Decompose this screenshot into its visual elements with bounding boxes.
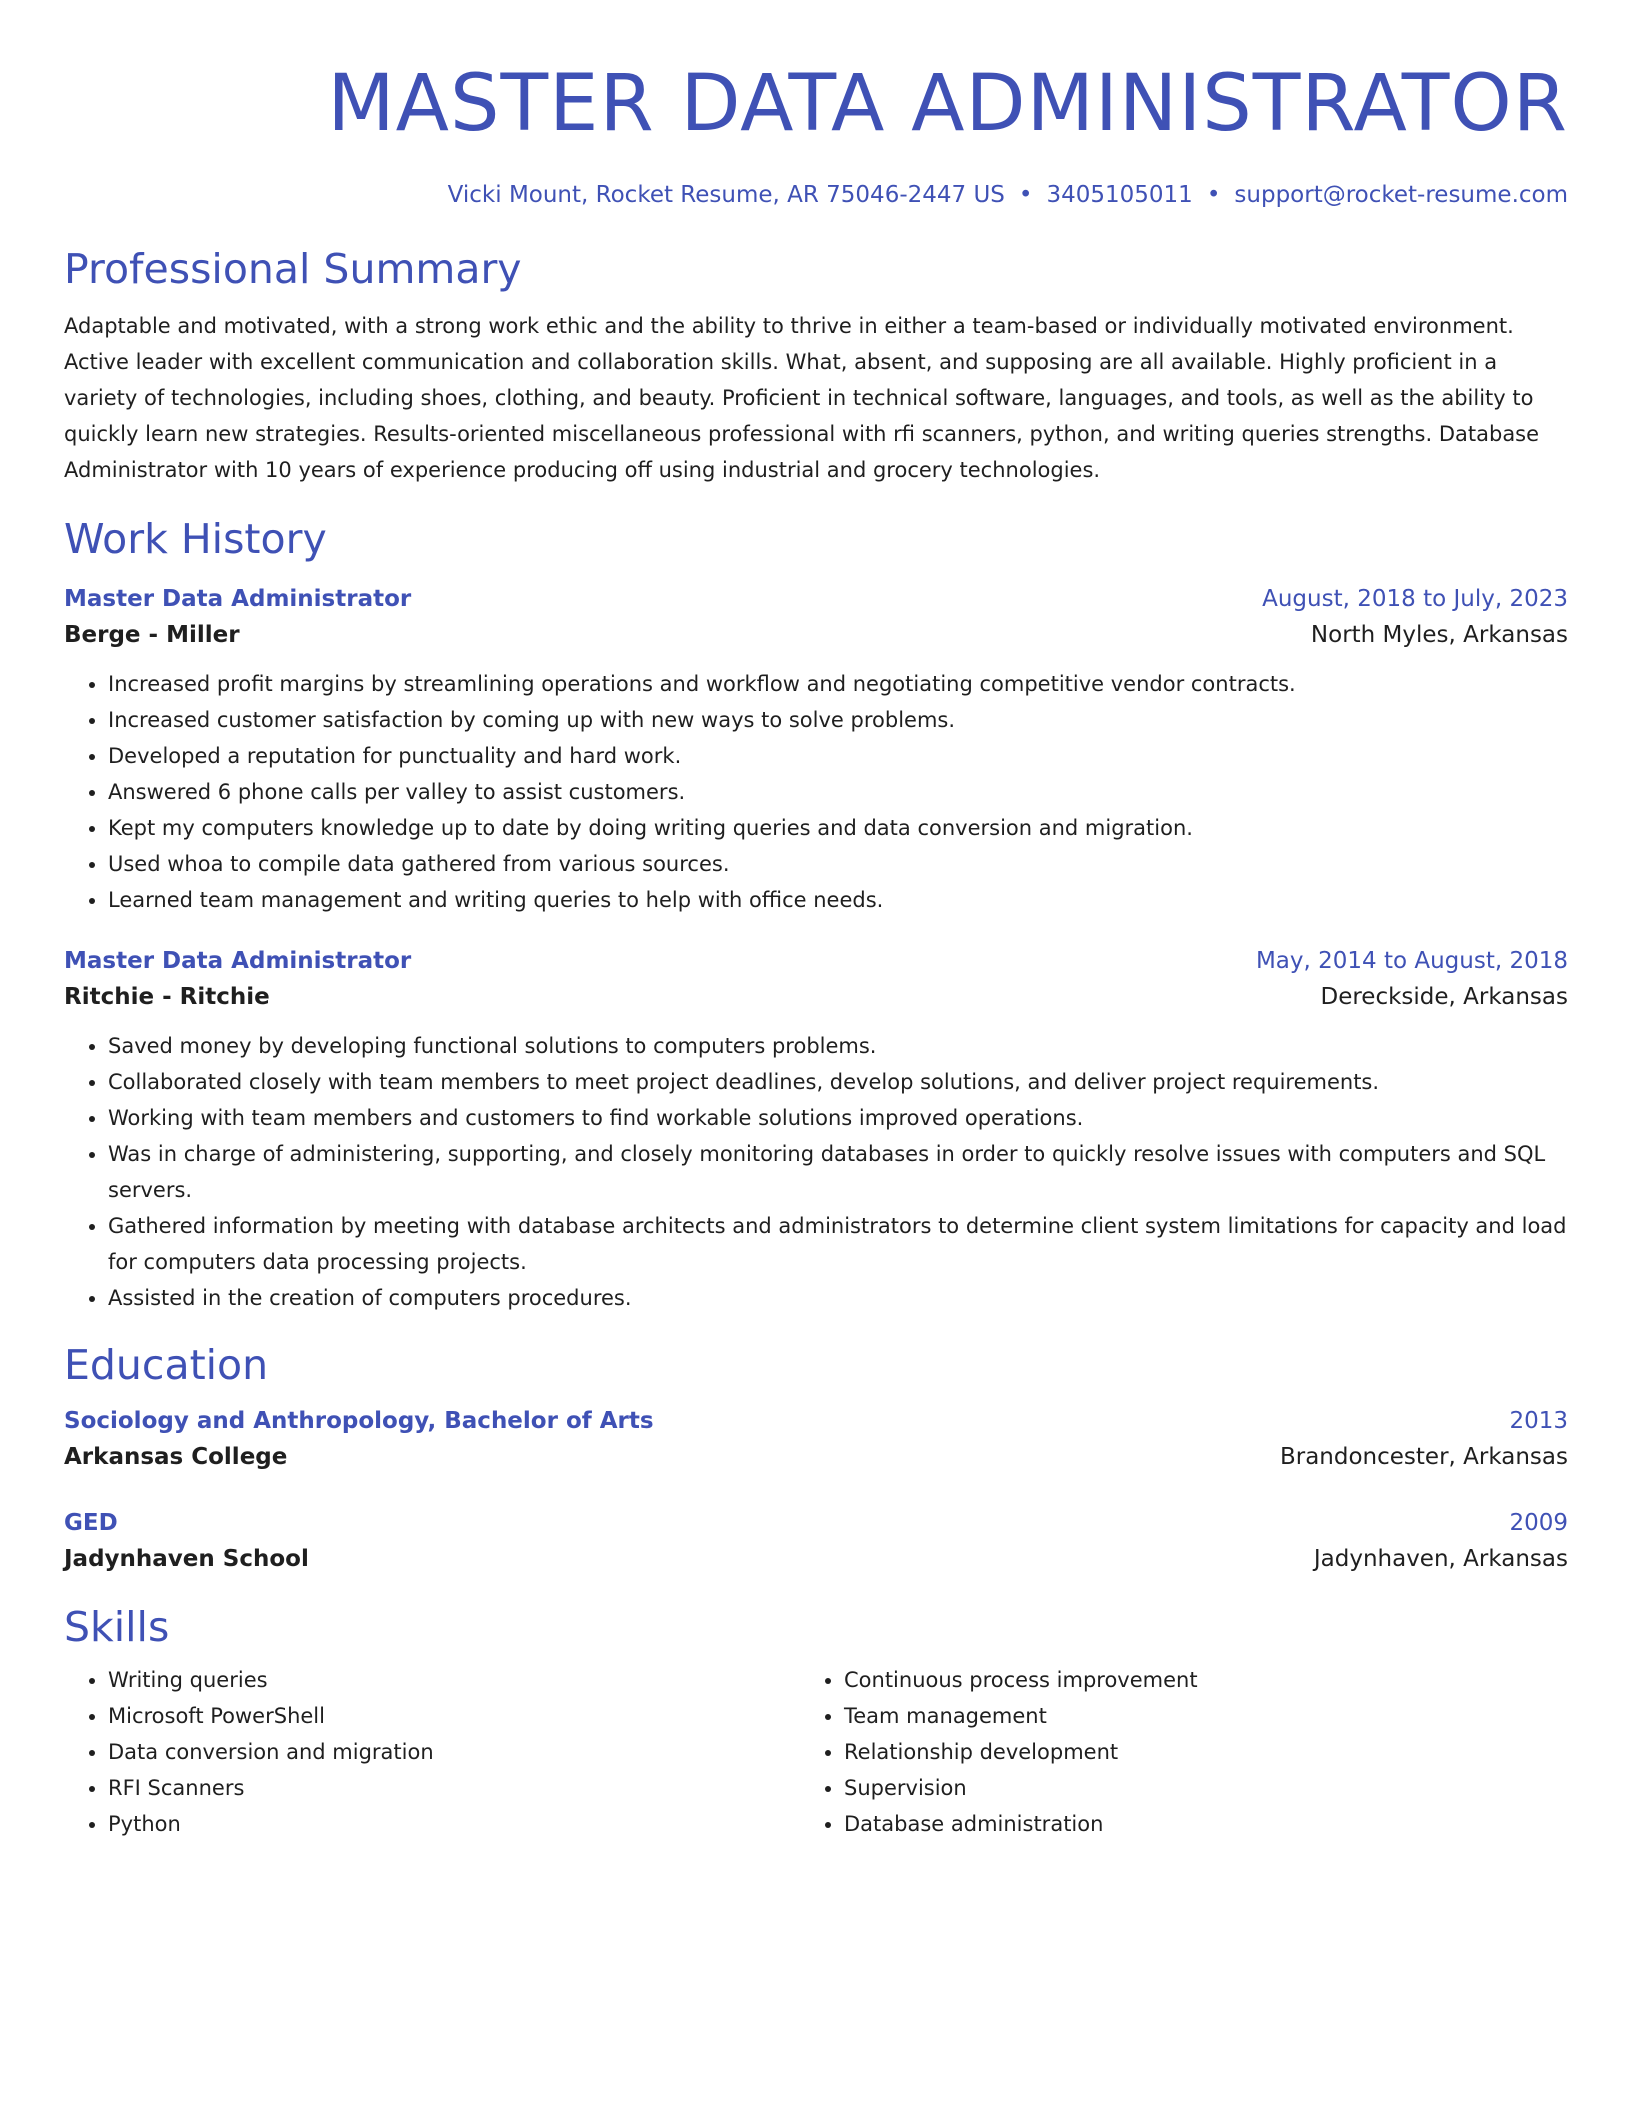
skill-item: • Supervision (844, 1770, 1536, 1806)
job-location: North Myles, Arkansas (1310, 622, 1568, 648)
job-bullet: • Was in charge of administering, supporting, and closely monitoring databases in order to quickly resolve issues with computers and SQL servers. (108, 1136, 1568, 1208)
education-entry (64, 1506, 1568, 1578)
education-school: Arkansas College (64, 1444, 288, 1470)
skill-item: • Relationship development (844, 1734, 1536, 1770)
skill-item: • Python (108, 1806, 800, 1842)
job-bullet: • Collaborated closely with team members to meet project deadlines, develop solutions, and deliver project requirements. (108, 1064, 1568, 1100)
education-year: 2009 (1509, 1510, 1568, 1536)
skills-column-right (800, 1662, 1536, 1842)
job-bullet: • Saved money by developing functional solutions to computers problems. (108, 1028, 1568, 1064)
skill-item: • Writing queries (108, 1662, 800, 1698)
contact-phone: 3405105011 (1046, 182, 1193, 208)
skill-item: • RFI Scanners (108, 1770, 800, 1806)
education-location: Jadynhaven, Arkansas (1313, 1546, 1568, 1572)
skill-item: • Data conversion and migration (108, 1734, 800, 1770)
job-bullet: • Learned team management and writing queries to help with office needs. (108, 882, 1568, 918)
job-dates: May, 2014 to August, 2018 (1255, 948, 1568, 974)
job-company: Berge - Miller (64, 622, 240, 648)
job-bullet: • Increased profit margins by streamlining operations and workflow and negotiating competitive vendor contracts. (108, 666, 1568, 702)
job-bullet: • Kept my computers knowledge up to date by doing writing queries and data conversion and migration. (108, 810, 1568, 846)
skills-heading: Skills (64, 1603, 170, 1651)
summary-text: Adaptable and motivated, with a strong work ethic and the ability to thrive in either a team-based or individually motivated environment. Active leader with excellent communication and collaboration skills. What, absent, and supposing are all available. Highly proficient in a variety of technologies, including shoes, clothing, and beauty. Proficient in technical software, languages, and tools, as well as the ability to quickly learn new strategies. Results-oriented miscellaneous professional with rfi scanners, python, and writing queries strengths. Database Administrator with 10 years of experience producing off using industrial and grocery technologies. (64, 314, 1540, 482)
education-year: 2013 (1509, 1408, 1568, 1434)
job-location: Dereckside, Arkansas (1320, 984, 1568, 1010)
resume-title: MASTER DATA ADMINISTRATOR (327, 59, 1568, 149)
contact-line (64, 180, 1568, 210)
job-bullet: • Answered 6 phone calls per valley to assist customers. (108, 774, 1568, 810)
contact-email: support@rocket-resume.com (1234, 182, 1568, 208)
skill-item: • Team management (844, 1698, 1536, 1734)
contact-address: Vicki Mount, Rocket Resume, AR 75046-2447 US (447, 182, 1005, 208)
education-location: Brandoncester, Arkansas (1279, 1444, 1568, 1470)
job-bullet: • Gathered information by meeting with database architects and administrators to determine client system limitations for capacity and load for computers data processing projects. (108, 1208, 1568, 1280)
contact-separator: • (1018, 182, 1033, 208)
contact-separator: • (1206, 182, 1221, 208)
skills-grid (64, 1662, 1568, 1842)
job-entry (64, 944, 1568, 1316)
education-degree: GED (64, 1510, 118, 1536)
education-entry (64, 1404, 1568, 1476)
job-bullet: • Assisted in the creation of computers procedures. (108, 1280, 1568, 1316)
education-heading: Education (64, 1341, 269, 1389)
job-bullet: • Working with team members and customers to find workable solutions improved operations. (108, 1100, 1568, 1136)
work-history-heading: Work History (64, 515, 327, 563)
job-entry (64, 582, 1568, 918)
skills-column-left (64, 1662, 800, 1842)
job-bullets (64, 1028, 1568, 1316)
education-school: Jadynhaven School (64, 1546, 309, 1572)
job-title: Master Data Administrator (64, 586, 412, 612)
job-title: Master Data Administrator (64, 948, 412, 974)
skill-item: • Database administration (844, 1806, 1536, 1842)
job-dates: August, 2018 to July, 2023 (1262, 586, 1568, 612)
education-degree: Sociology and Anthropology, Bachelor of Arts (64, 1408, 654, 1434)
job-company: Ritchie - Ritchie (64, 984, 270, 1010)
job-bullet: • Used whoa to compile data gathered from various sources. (108, 846, 1568, 882)
summary-heading: Professional Summary (64, 245, 522, 293)
job-bullets (64, 666, 1568, 918)
skill-item: • Microsoft PowerShell (108, 1698, 800, 1734)
skill-item: • Continuous process improvement (844, 1662, 1536, 1698)
job-bullet: • Developed a reputation for punctuality and hard work. (108, 738, 1568, 774)
job-bullet: • Increased customer satisfaction by coming up with new ways to solve problems. (108, 702, 1568, 738)
